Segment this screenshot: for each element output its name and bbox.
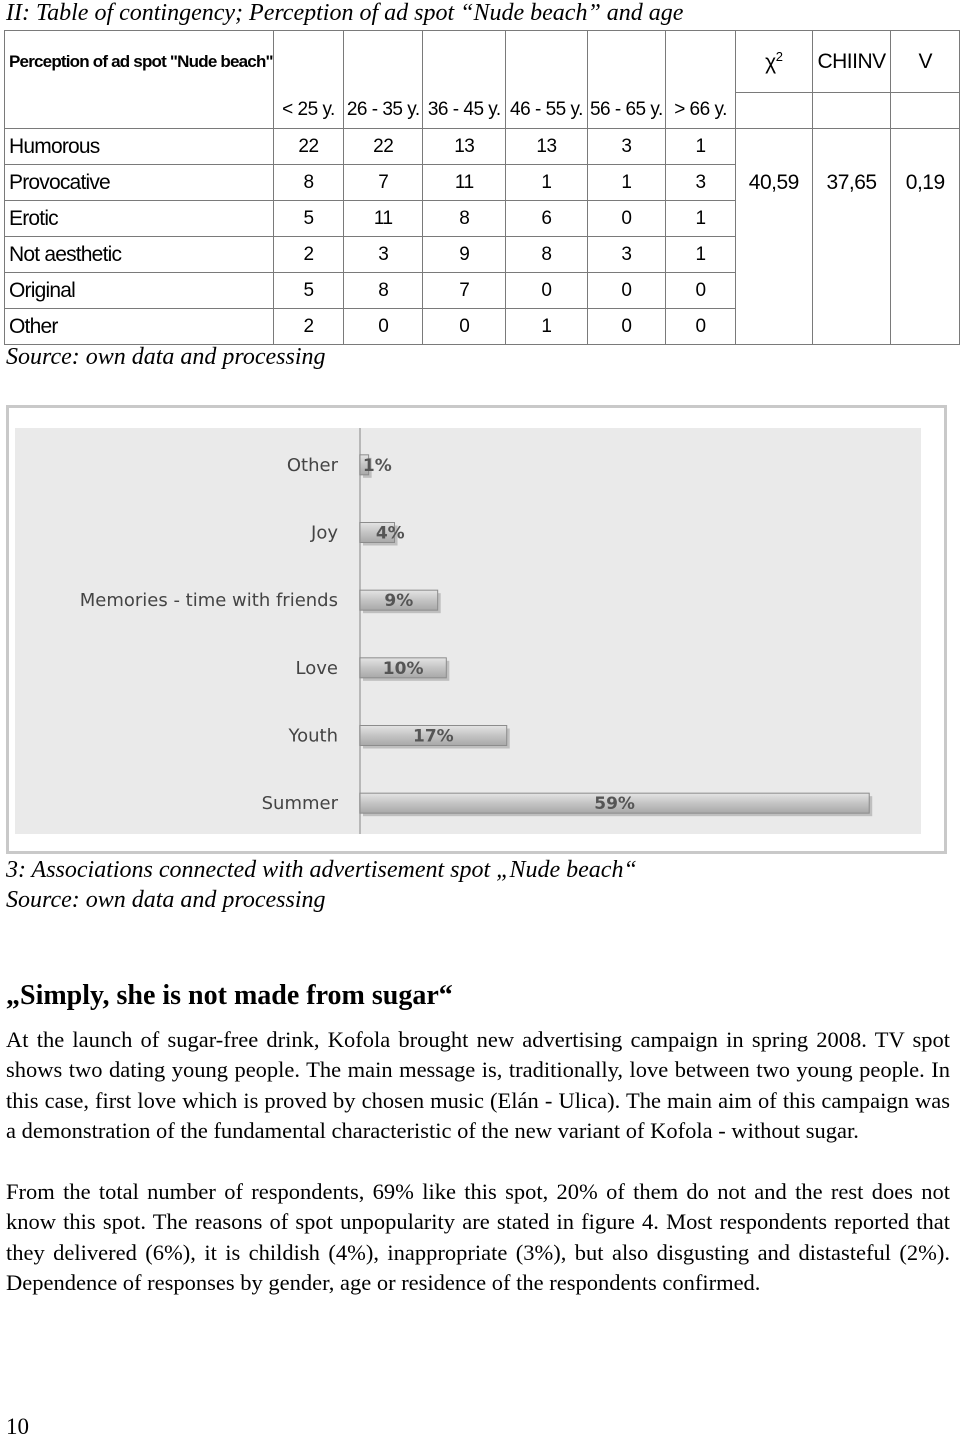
table-cell: 11 (423, 165, 506, 201)
age-group-header: > 66 y. (666, 93, 736, 129)
age-group-header: 36 - 45 y. (423, 93, 506, 129)
table-cell: 1 (666, 201, 736, 237)
table-cell: 5 (273, 273, 343, 309)
table-cell: 22 (344, 129, 423, 165)
table-source: Source: own data and processing (6, 344, 326, 370)
chiinv-header: CHIINV (812, 31, 891, 93)
table-cell: 13 (506, 129, 587, 165)
age-group-header: 46 - 55 y. (506, 93, 587, 129)
table-cell: 0 (587, 273, 665, 309)
body-paragraph: At the launch of sugar-free drink, Kofola brought new advertising campaign in spring 2008. TV spot shows two dating young people. The main message is, traditionally, love between two young people. In this case, first love which is proved by chosen music (Elán - Ulica). The main aim of this campaign was a demonstration of the fundamental characteristic of the new variant of Kofola - without sugar. (6, 1027, 950, 1143)
section-heading: „Simply, she is not made from sugar“ (6, 980, 453, 1011)
table-cell: 9 (423, 237, 506, 273)
table-row (5, 129, 960, 165)
category-label: Love (295, 657, 338, 679)
table-cell: 0 (666, 273, 736, 309)
table-cell: 0 (666, 309, 736, 345)
table-cell: 22 (273, 129, 343, 165)
table-cell: 2 (273, 237, 343, 273)
table-cell: 1 (666, 237, 736, 273)
row-label: Original (5, 273, 274, 309)
table-cell: 3 (587, 237, 665, 273)
chart-source: Source: own data and processing (6, 887, 326, 913)
data-label: 10% (382, 658, 424, 679)
page-number: 10 (6, 1414, 29, 1439)
chiinv-value: 37,65 (812, 165, 891, 201)
contingency-table (4, 30, 960, 345)
age-group-header: < 25 y. (273, 93, 343, 129)
table-cell: 6 (506, 201, 587, 237)
data-label: 9% (384, 591, 414, 612)
table-cell: 3 (344, 237, 423, 273)
table-row (5, 273, 960, 309)
data-label: 4% (375, 523, 405, 544)
chi-square-header: $\chi^2$ (735, 31, 812, 93)
chart-caption: 3: Associations connected with advertisement spot „Nude beach“ (6, 857, 637, 883)
table-cell: 8 (344, 273, 423, 309)
table-header-row (5, 31, 960, 93)
table-cell: 5 (273, 201, 343, 237)
table-cell: 2 (273, 309, 343, 345)
table-cell: 0 (423, 309, 506, 345)
category-label: Summer (261, 793, 338, 815)
table-row (5, 165, 960, 201)
row-label: Erotic (5, 201, 274, 237)
table-cell: 1 (506, 165, 587, 201)
category-label: Youth (288, 725, 338, 747)
age-group-row (5, 93, 960, 129)
table-cell: 13 (423, 129, 506, 165)
plot-area (15, 428, 921, 834)
data-label: 59% (594, 794, 635, 815)
table-row (5, 309, 960, 345)
row-label: Humorous (5, 129, 274, 165)
table-cell: 3 (587, 129, 665, 165)
table-cell: 8 (506, 237, 587, 273)
table-cell: 7 (344, 165, 423, 201)
bar-chart (6, 405, 947, 854)
age-group-header: 26 - 35 y. (344, 93, 423, 129)
age-group-header: 56 - 65 y. (587, 93, 665, 129)
table-cell: 7 (423, 273, 506, 309)
table-cell: 1 (506, 309, 587, 345)
chi-square-value: 40,59 (735, 165, 812, 201)
v-header: V (891, 31, 960, 93)
table-cell: 8 (423, 201, 506, 237)
table-cell: 0 (344, 309, 423, 345)
table-cell: 0 (587, 309, 665, 345)
row-label: Other (5, 309, 274, 345)
data-label: 1% (362, 455, 392, 476)
table-cell: 8 (273, 165, 343, 201)
row-label: Not aesthetic (5, 237, 274, 273)
table-cell: 3 (666, 165, 736, 201)
table-header-label: Perception of ad spot "Nude beach" (5, 31, 274, 93)
data-label: 17% (413, 726, 454, 747)
table-cell: 0 (506, 273, 587, 309)
v-value: 0,19 (891, 165, 960, 201)
row-label: Provocative (5, 165, 274, 201)
category-label: Joy (311, 522, 338, 544)
category-label: Memories - time with friends (79, 590, 338, 612)
table-row (5, 201, 960, 237)
chart-canvas (9, 408, 944, 851)
table-cell: 11 (344, 201, 423, 237)
table-cell: 0 (587, 201, 665, 237)
table-caption: II: Table of contingency; Perception of ad spot “Nude beach” and age (6, 0, 684, 26)
category-label: Other (286, 454, 338, 476)
body-paragraph: From the total number of respondents, 69% like this spot, 20% of them do not and the rest does not know this spot. The reasons of spot unpopularity are stated in figure 4. Most respondents reported that they delivered (6%), it is childish (4%), inappropriate (3%), but also disgusting and distasteful (2%). Dependence of responses by gender, age or residence of the respondents confirmed. (6, 1179, 950, 1295)
table-row (5, 237, 960, 273)
table-cell: 1 (587, 165, 665, 201)
table-cell: 1 (666, 129, 736, 165)
